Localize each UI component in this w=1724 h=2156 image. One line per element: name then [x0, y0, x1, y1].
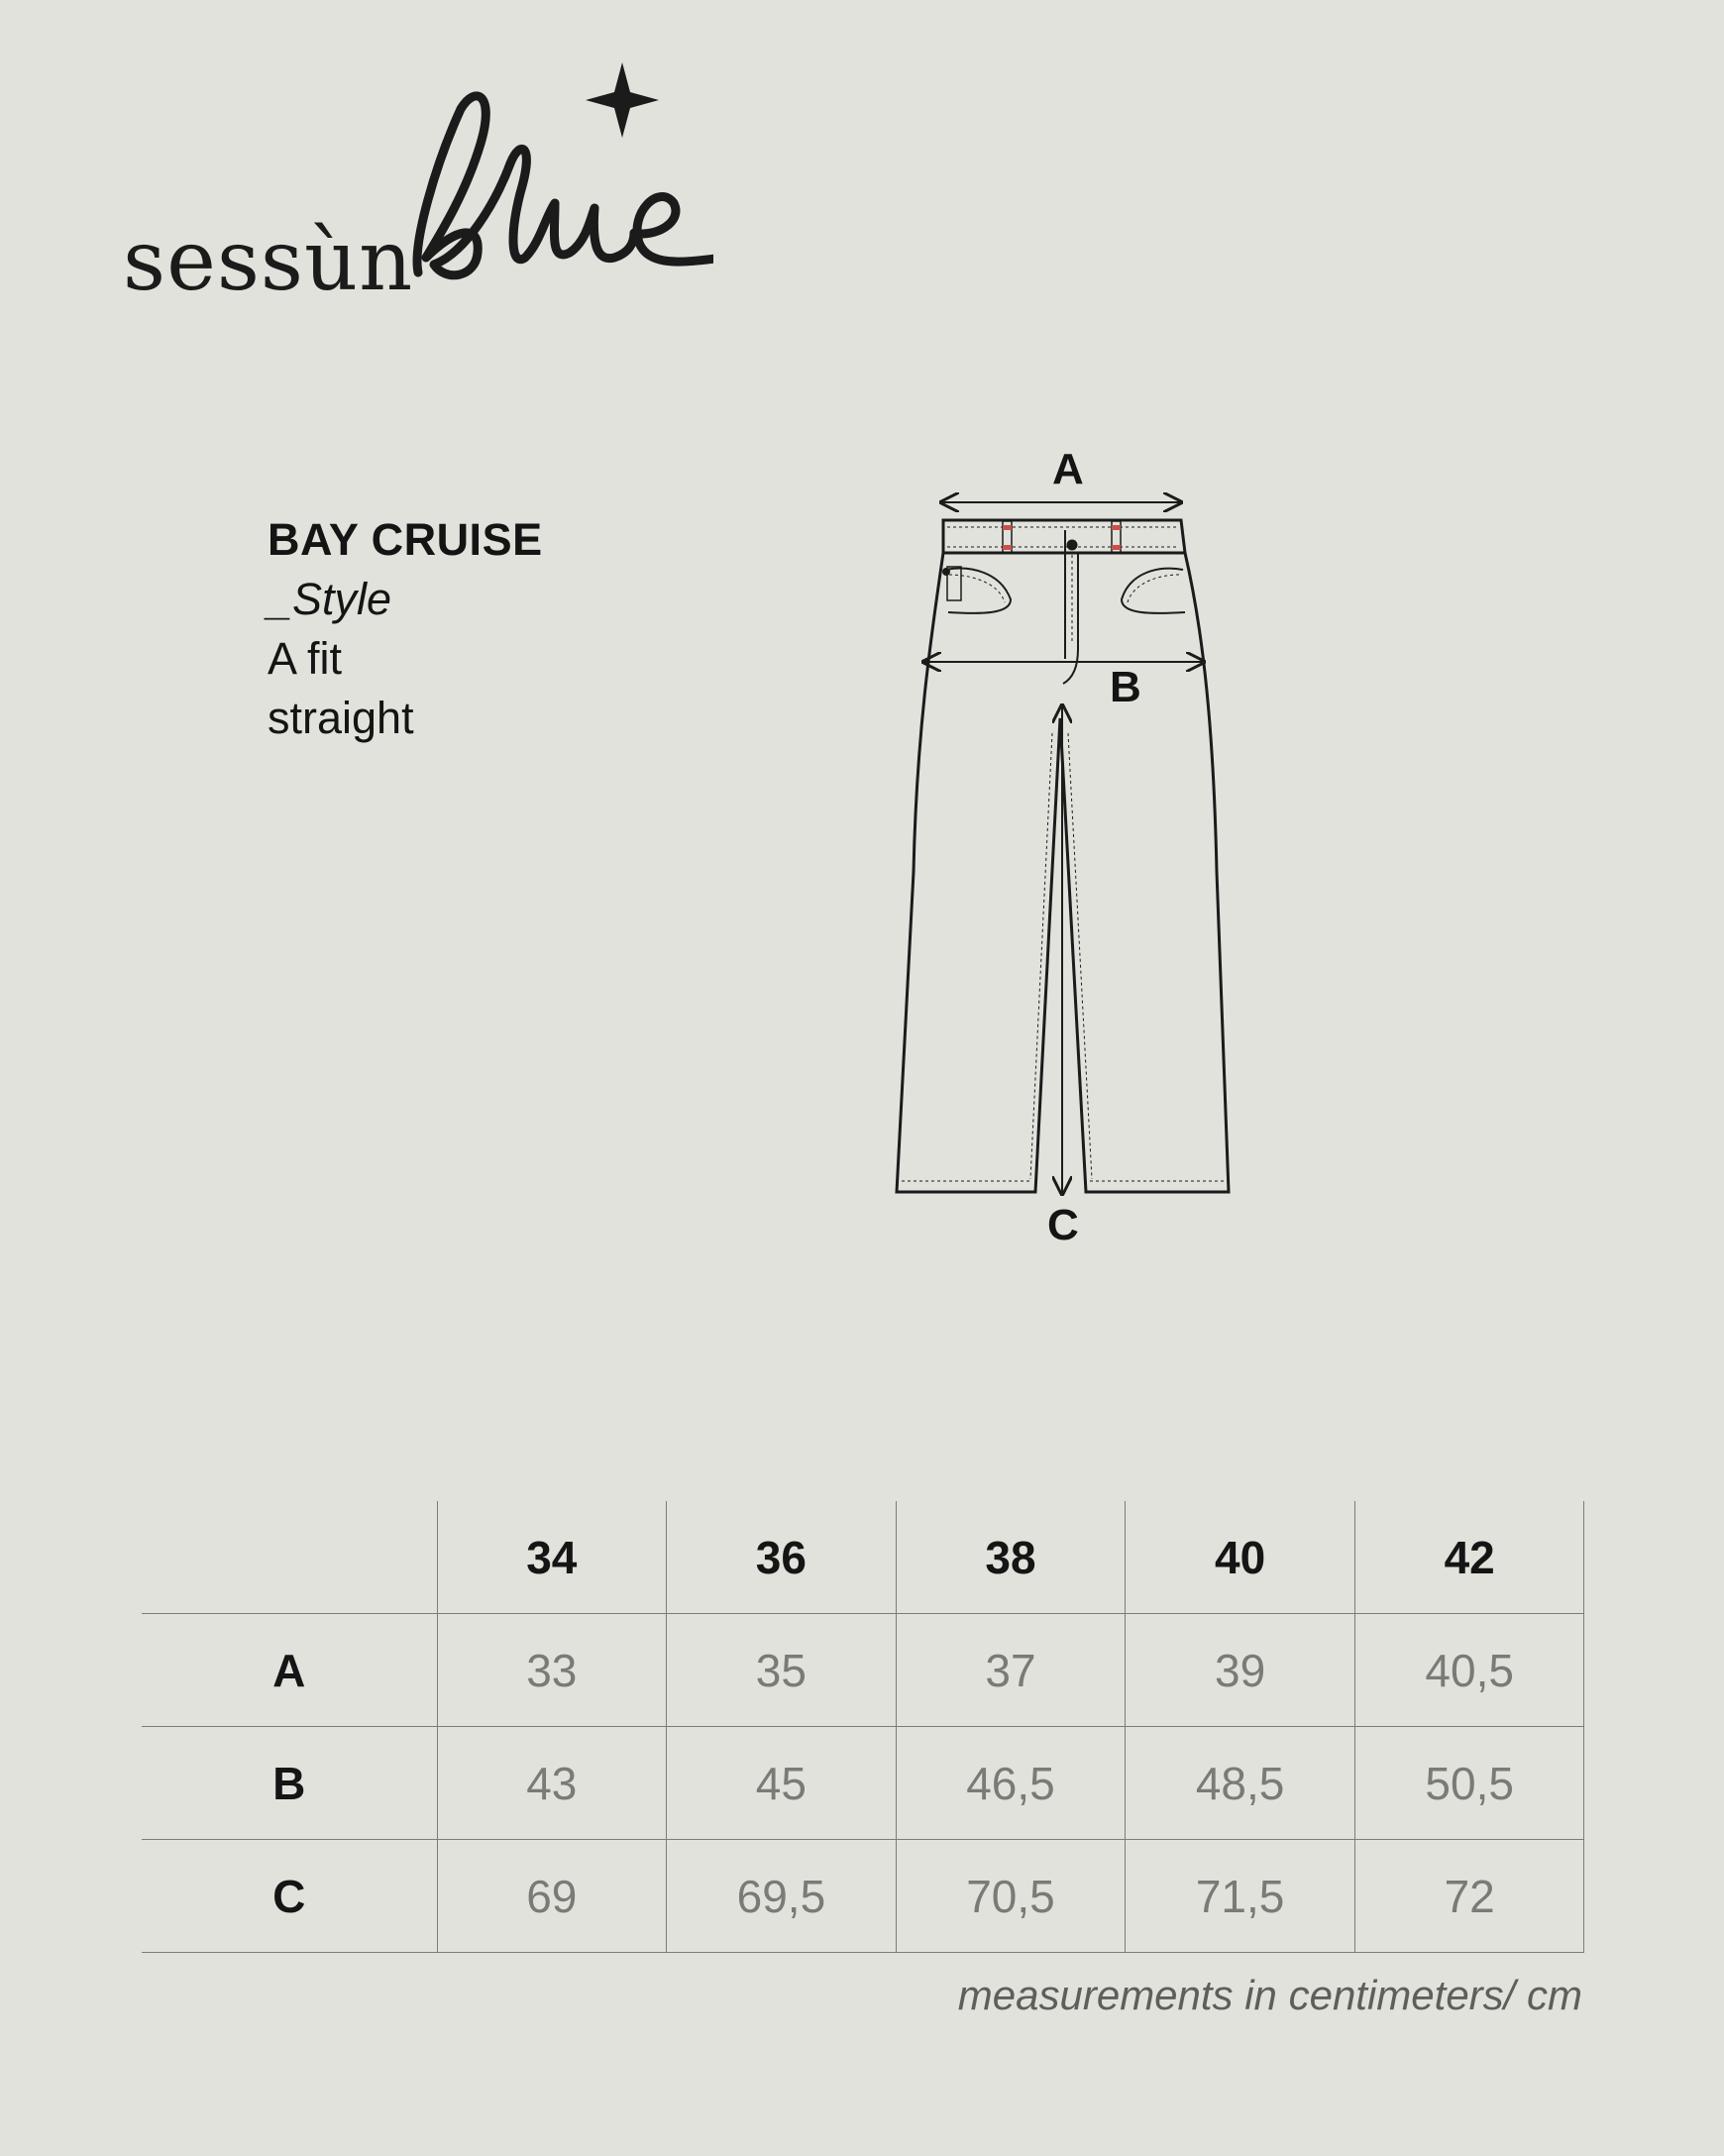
table-cell: 50,5: [1354, 1727, 1584, 1840]
table-cell: 39: [1126, 1614, 1355, 1727]
size-header: 40: [1126, 1501, 1355, 1614]
table-cell: 35: [667, 1614, 897, 1727]
table-cell: 72: [1354, 1840, 1584, 1953]
table-cell: 69,5: [667, 1840, 897, 1953]
product-info: [268, 510, 543, 748]
table-row: [142, 1727, 1584, 1840]
table-cell: 48,5: [1126, 1727, 1355, 1840]
jeans-illustration-icon: [862, 436, 1278, 1258]
table-cell: 33: [437, 1614, 667, 1727]
measurement-footnote: measurements in centimeters/ cm: [957, 1972, 1582, 2018]
dimension-label-b: B: [1110, 663, 1141, 711]
brand-wordmark: sessùn: [123, 212, 414, 309]
product-name: BAY CRUISE: [268, 514, 543, 565]
row-label: A: [142, 1614, 437, 1727]
table-cell: 70,5: [896, 1840, 1126, 1953]
script-logo-blue: [119, 54, 713, 309]
size-header: 38: [896, 1501, 1126, 1614]
size-header: 36: [667, 1501, 897, 1614]
table-cell: 37: [896, 1614, 1126, 1727]
table-corner-cell: [142, 1501, 437, 1614]
table-cell: 45: [667, 1727, 897, 1840]
size-header: 34: [437, 1501, 667, 1614]
size-table: [142, 1501, 1584, 1953]
row-label: B: [142, 1727, 437, 1840]
jeans-measurement-diagram: [862, 436, 1278, 1258]
dimension-label-a: A: [1052, 445, 1084, 493]
table-row: [142, 1840, 1584, 1953]
brand-logo: [119, 54, 713, 309]
sparkle-icon: [586, 62, 659, 138]
table-cell: 40,5: [1354, 1614, 1584, 1727]
table-header-row: [142, 1501, 1584, 1614]
size-header: 42: [1354, 1501, 1584, 1614]
table-cell: 43: [437, 1727, 667, 1840]
row-label: C: [142, 1840, 437, 1953]
table-cell: 71,5: [1126, 1840, 1355, 1953]
table-row: [142, 1614, 1584, 1727]
table-cell: 69: [437, 1840, 667, 1953]
fit-line-2: straight: [268, 693, 414, 743]
style-label: _Style: [268, 574, 392, 624]
fit-line-1: A fit: [268, 633, 343, 684]
dimension-label-c: C: [1047, 1201, 1079, 1249]
table-cell: 46,5: [896, 1727, 1126, 1840]
